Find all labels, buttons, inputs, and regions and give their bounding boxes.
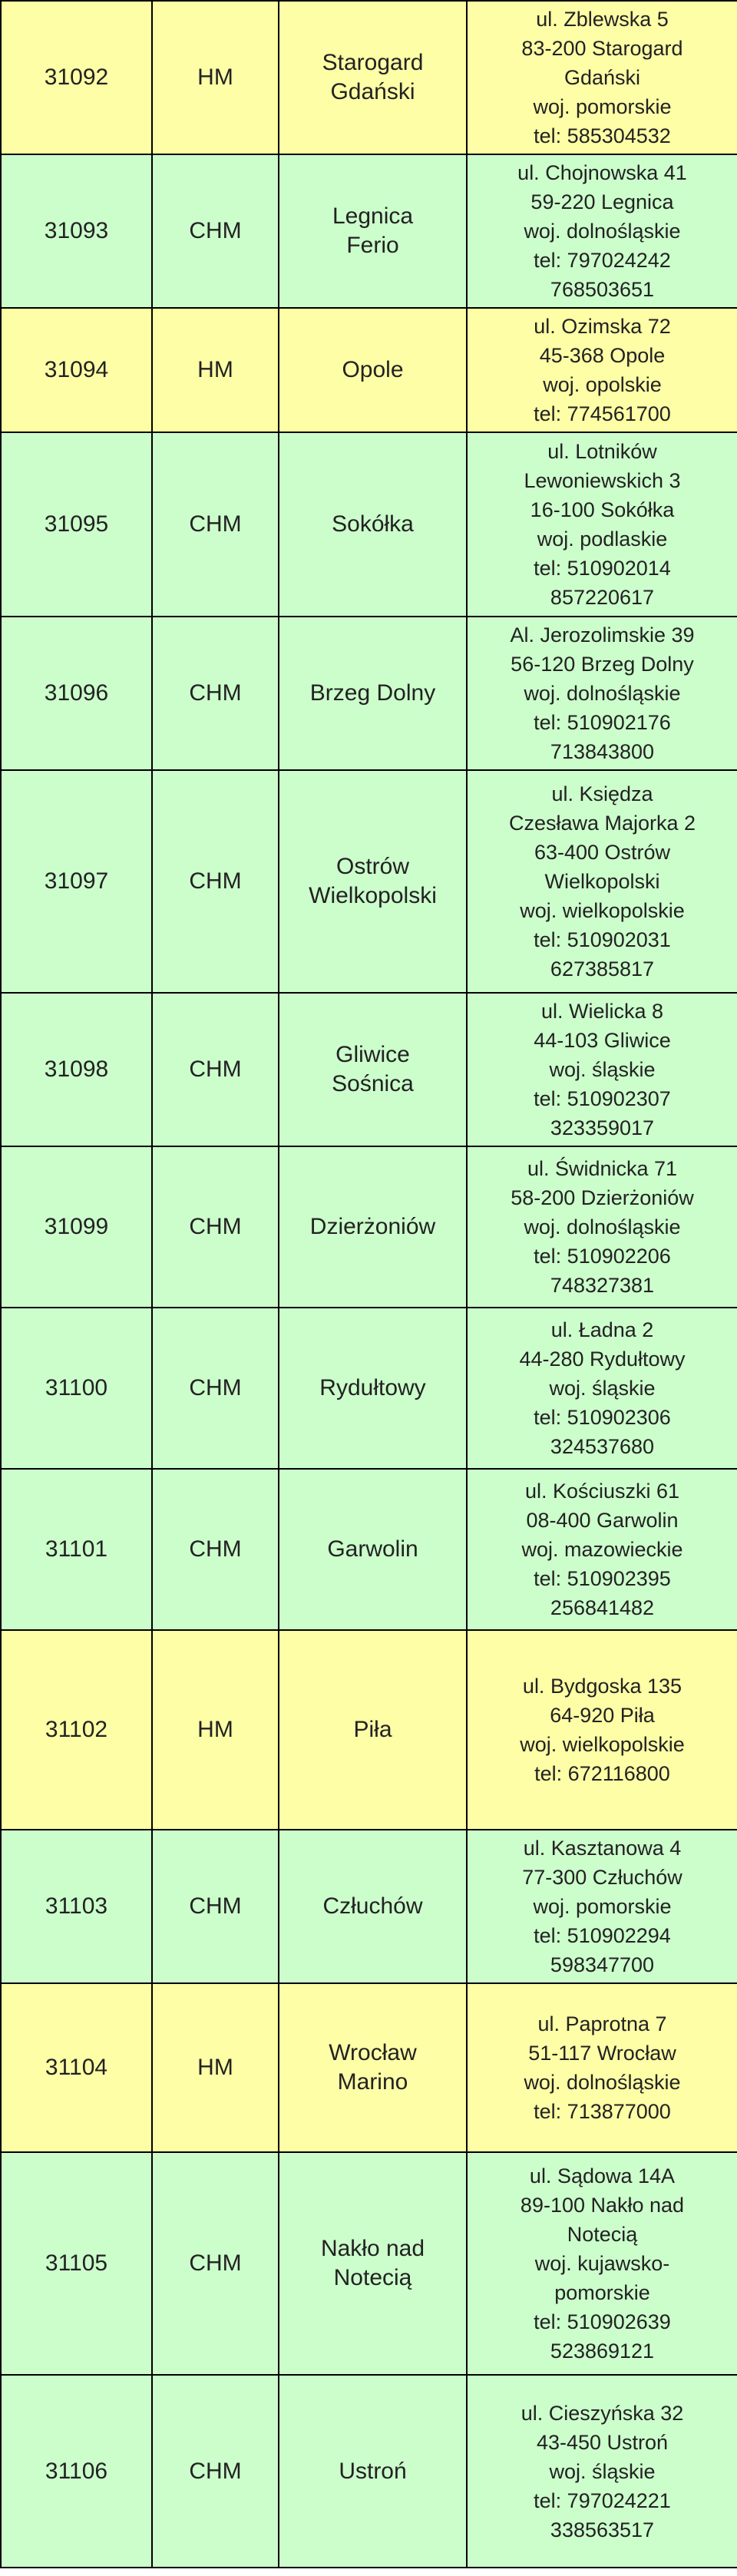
address-line: tel: 774561700 (534, 402, 671, 425)
store-city (279, 432, 467, 617)
store-number: 31100 (1, 1308, 152, 1469)
store-address (467, 770, 737, 993)
address-line: ul. Cieszyńska 32 (521, 2401, 684, 2425)
address-line: ul. Świdnicka 71 (527, 1157, 678, 1180)
address-line: 43-450 Ustroń (536, 2430, 669, 2454)
store-city (279, 154, 467, 308)
store-type: CHM (152, 617, 279, 770)
store-number: 31093 (1, 154, 152, 308)
store-address (467, 1630, 737, 1830)
store-address (467, 2375, 737, 2568)
address-line: woj. dolnośląskie (524, 2071, 681, 2094)
store-city (279, 1830, 467, 1983)
city-line: Garwolin (327, 1536, 418, 1562)
city-line: Dzierżoniów (309, 1214, 436, 1239)
city-line: Starogard (322, 50, 424, 75)
address-line: 523869121 (550, 2340, 655, 2363)
address-line: tel: 713877000 (534, 2100, 671, 2123)
address-line: tel: 510902176 (534, 711, 671, 734)
address-line: 44-280 Rydułtowy (519, 1348, 686, 1371)
store-city (279, 1308, 467, 1469)
address-line: 77-300 Człuchów (522, 1866, 682, 1889)
store-type: CHM (152, 1469, 279, 1630)
store-city (279, 770, 467, 993)
store-type: HM (152, 1, 279, 154)
store-type: CHM (152, 770, 279, 993)
city-line: Rydułtowy (319, 1375, 426, 1400)
table-row (1, 2152, 737, 2375)
store-type: CHM (152, 1830, 279, 1983)
store-city (279, 1983, 467, 2152)
table-row (1, 770, 737, 993)
address-line: tel: 797024242 (534, 249, 671, 272)
address-line: ul. Księdza (551, 782, 653, 805)
address-line: 08-400 Garwolin (526, 1509, 679, 1532)
store-address (467, 1830, 737, 1983)
address-line: ul. Sądowa 14A (529, 2164, 676, 2187)
city-line: Ostrów (335, 854, 409, 879)
city-line: Sokółka (332, 511, 414, 537)
address-line: ul. Kasztanowa 4 (523, 1837, 682, 1860)
store-city (279, 308, 467, 432)
store-address (467, 1469, 737, 1630)
address-line: Al. Jerozolimskie 39 (510, 623, 695, 646)
address-line: ul. Bydgoska 135 (522, 1675, 682, 1698)
table-row (1, 617, 737, 770)
address-line: 58-200 Dzierżoniów (511, 1186, 694, 1209)
city-line: Wrocław (329, 2040, 417, 2065)
store-type: CHM (152, 1308, 279, 1469)
address-line: ul. Paprotna 7 (537, 2012, 667, 2035)
address-line: tel: 510902395 (534, 1567, 671, 1590)
address-line: woj. opolskie (543, 373, 662, 396)
address-line: woj. mazowieckie (521, 1538, 683, 1561)
store-address (467, 1308, 737, 1469)
address-line: tel: 510902639 (534, 2310, 671, 2333)
address-line: woj. śląskie (549, 1377, 656, 1400)
store-number: 31105 (1, 2152, 152, 2375)
address-line: ul. Kościuszki 61 (524, 1480, 680, 1503)
address-line: ul. Wielicka 8 (540, 1000, 664, 1023)
address-line: 857220617 (550, 586, 655, 609)
city-line: Sośnica (332, 1071, 414, 1096)
address-line: ul. Ładna 2 (550, 1318, 654, 1341)
address-line: 16-100 Sokółka (530, 498, 675, 521)
address-line: tel: 510902307 (534, 1087, 671, 1110)
store-table-body (1, 1, 737, 2568)
address-line: ul. Ozimska 72 (534, 315, 671, 338)
city-line: Marino (337, 2069, 408, 2095)
store-address (467, 1, 737, 154)
store-type: HM (152, 1630, 279, 1830)
address-line: woj. śląskie (549, 1058, 656, 1081)
address-line: 63-400 Ostrów (534, 841, 671, 864)
table-row (1, 993, 737, 1146)
table-row (1, 308, 737, 432)
store-type: HM (152, 308, 279, 432)
store-city (279, 993, 467, 1146)
address-line: 256841482 (550, 1596, 655, 1619)
store-type: HM (152, 1983, 279, 2152)
table-row (1, 1, 737, 154)
address-line: pomorskie (554, 2281, 650, 2304)
city-line: Gdański (330, 79, 415, 104)
address-line: tel: 797024221 (534, 2488, 671, 2512)
store-number: 31098 (1, 993, 152, 1146)
address-line: woj. dolnośląskie (524, 682, 681, 705)
address-line: tel: 510902206 (534, 1245, 671, 1268)
address-line: tel: 510902031 (534, 928, 671, 951)
address-line: 56-120 Brzeg Dolny (511, 653, 694, 676)
address-line: 713843800 (550, 740, 655, 763)
city-line: Człuchów (322, 1893, 423, 1919)
store-number: 31097 (1, 770, 152, 993)
address-line: Wielkopolski (544, 870, 660, 893)
store-number: 31102 (1, 1630, 152, 1830)
address-line: tel: 510902306 (534, 1406, 671, 1429)
address-line: woj. wielkopolskie (520, 1733, 685, 1756)
table-row (1, 1469, 737, 1630)
address-line: 338563517 (550, 2518, 655, 2541)
address-line: tel: 510902014 (534, 557, 671, 580)
address-line: 323359017 (550, 1116, 655, 1139)
address-line: Notecią (567, 2223, 638, 2246)
table-row (1, 154, 737, 308)
store-type: CHM (152, 2152, 279, 2375)
address-line: woj. podlaskie (537, 527, 668, 551)
city-line: Opole (342, 357, 404, 382)
store-address (467, 1146, 737, 1308)
address-line: woj. dolnośląskie (524, 1215, 681, 1238)
address-line: woj. śląskie (549, 2459, 656, 2483)
store-type: CHM (152, 1146, 279, 1308)
address-line: 748327381 (550, 1274, 655, 1297)
address-line: 627385817 (550, 957, 655, 980)
address-line: 64-920 Piła (550, 1704, 655, 1727)
city-line: Piła (353, 1717, 392, 1742)
store-type: CHM (152, 432, 279, 617)
store-number: 31099 (1, 1146, 152, 1308)
address-line: 768503651 (550, 278, 655, 301)
address-line: Lewoniewskich 3 (524, 469, 681, 492)
store-type: CHM (152, 993, 279, 1146)
address-line: 89-100 Nakło nad (520, 2194, 685, 2217)
store-number: 31104 (1, 1983, 152, 2152)
address-line: tel: 672116800 (534, 1762, 670, 1785)
store-type: CHM (152, 154, 279, 308)
store-city (279, 1469, 467, 1630)
address-line: woj. pomorskie (533, 1895, 672, 1918)
store-city (279, 1146, 467, 1308)
store-number: 31092 (1, 1, 152, 154)
address-line: ul. Lotników (547, 440, 657, 463)
table-row (1, 2375, 737, 2568)
address-line: 59-220 Legnica (530, 190, 674, 213)
city-line: Legnica (332, 203, 414, 229)
store-number: 31106 (1, 2375, 152, 2568)
city-line: Ustroń (339, 2458, 407, 2484)
address-line: 51-117 Wrocław (528, 2042, 676, 2065)
store-address (467, 308, 737, 432)
store-number: 31103 (1, 1830, 152, 1983)
store-city (279, 617, 467, 770)
address-line: 45-368 Opole (539, 344, 666, 367)
address-line: woj. dolnośląskie (524, 220, 681, 243)
store-address (467, 154, 737, 308)
table-row (1, 1830, 737, 1983)
table-row (1, 1146, 737, 1308)
table-row (1, 1630, 737, 1830)
store-number: 31101 (1, 1469, 152, 1630)
store-number: 31095 (1, 432, 152, 617)
city-line: Ferio (346, 233, 399, 258)
address-line: tel: 585304532 (534, 124, 671, 147)
store-city (279, 1, 467, 154)
address-line: woj. kujawsko- (534, 2252, 670, 2275)
city-line: Brzeg Dolny (309, 680, 436, 706)
city-line: Notecią (333, 2265, 412, 2290)
store-address (467, 2152, 737, 2375)
store-address (467, 432, 737, 617)
city-line: Gliwice (335, 1042, 410, 1067)
store-city (279, 1630, 467, 1830)
address-line: 44-103 Gliwice (534, 1029, 671, 1052)
address-line: 598347700 (550, 1953, 655, 1976)
store-address (467, 993, 737, 1146)
address-line: woj. wielkopolskie (520, 899, 685, 922)
address-line: woj. pomorskie (533, 95, 672, 118)
city-line: Nakło nad (320, 2236, 425, 2261)
store-type: CHM (152, 2375, 279, 2568)
table-row (1, 432, 737, 617)
address-line: tel: 510902294 (534, 1924, 671, 1947)
address-line: 324537680 (550, 1435, 655, 1458)
address-line: 83-200 Starogard (521, 37, 683, 60)
store-number: 31094 (1, 308, 152, 432)
table-row (1, 1983, 737, 2152)
store-city (279, 2152, 467, 2375)
address-line: Gdański (563, 66, 641, 89)
store-address (467, 617, 737, 770)
address-line: ul. Chojnowska 41 (517, 161, 687, 184)
table-row (1, 1308, 737, 1469)
store-city (279, 2375, 467, 2568)
address-line: Czesława Majorka 2 (508, 812, 696, 835)
city-line: Wielkopolski (309, 883, 437, 908)
address-line: ul. Zblewska 5 (536, 8, 669, 31)
store-address (467, 1983, 737, 2152)
store-number: 31096 (1, 617, 152, 770)
